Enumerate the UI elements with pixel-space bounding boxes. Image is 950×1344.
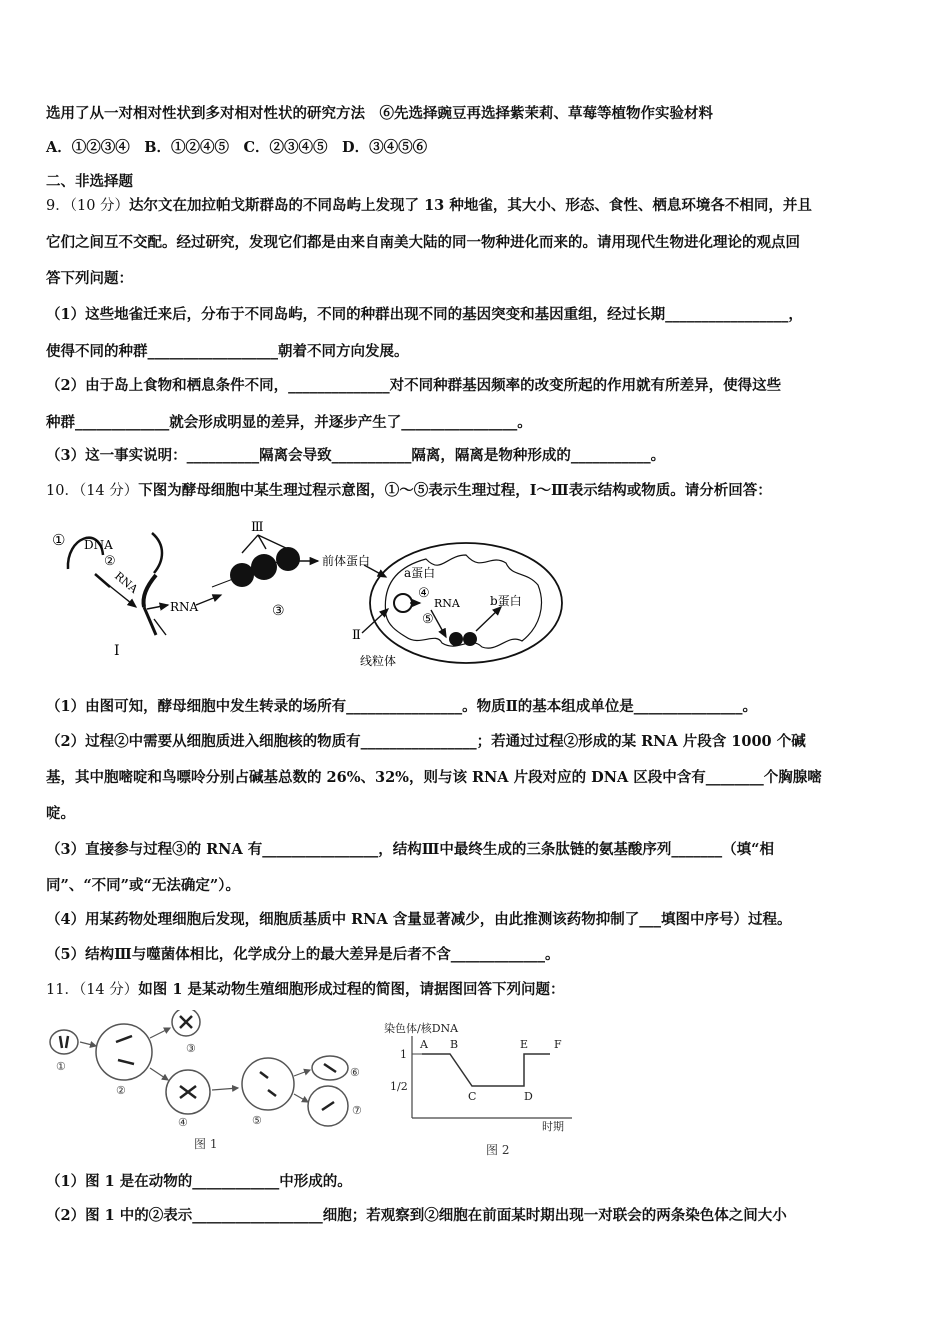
figure-1-caption: 图 1 [194,1137,218,1151]
chromosome [116,1036,132,1042]
division-arrow [150,1068,168,1080]
process-2-label: ② [104,554,116,569]
process-3-label: ③ [272,603,285,619]
question-score: （14 分） [78,483,139,499]
text-line: 使得不同的种群__________________朝着不同方向发展。 [46,343,409,360]
question-9 [46,196,812,216]
chromosome [324,1064,336,1072]
cell-2 [96,1024,152,1080]
dna-label: DNA [84,538,113,552]
ratio-line [422,1054,550,1086]
rna-label: RNA [170,600,199,614]
point-label-c: C [468,1090,477,1103]
ribosome [230,563,254,587]
question-text: 达尔文在加拉帕戈斯群岛的不同岛屿上发现了 13 种地雀，其大小、形态、食性、栖息环境各不相同，并且 [129,197,812,214]
cell-5-label: ⑤ [252,1114,262,1127]
mitochondrion-label: 线粒体 [360,654,397,668]
question-text: 如图 1 是某动物生殖细胞形成过程的简图，请据图回答下列问题： [138,981,565,998]
a-protein-label: a蛋白 [404,566,436,580]
text-line: （1）这些地雀迁来后，分布于不同岛屿，不同的种群出现不同的基因突变和基因重组，经过长期_________________， [46,306,803,323]
structure-1-label: Ⅰ [114,643,120,659]
structure-2-label: Ⅱ [352,628,361,643]
division-arrow [294,1070,310,1076]
chromosome [322,1102,334,1110]
b-protein-arrow [476,607,501,631]
mito-ribosome [449,632,463,646]
transport-arrow [147,605,168,609]
section-heading: 二、非选择题 [46,173,133,190]
text-line: （3）这一事实说明：__________隔离会导致___________隔离，隔离是物种形成的___________。 [46,447,666,464]
yeast-process-diagram [46,515,566,685]
division-arrow [80,1042,96,1046]
cell-1 [50,1030,78,1054]
chart-xlabel: 时期 [542,1120,564,1133]
cell-6-label: ⑥ [350,1066,360,1079]
chromosome [60,1036,62,1048]
cell-division-figure [46,1010,386,1155]
nuclear-envelope-lower [144,607,156,635]
cell-2-label: ② [116,1084,126,1097]
text-line: （2）由于岛上食物和栖息条件不同，______________对不同种群基因频率的改变所起的作用就有所差异，使得这些 [46,377,782,394]
y-tick-half: 1/2 [390,1080,408,1093]
question-score: （14 分） [78,982,139,998]
ratio-series [412,1038,562,1103]
cell-3-label: ③ [186,1042,196,1055]
text-line: （2）图 1 中的②表示__________________细胞；若观察到②细胞在前面某时期出现一对联会的两条染色体之间大小 [46,1207,787,1224]
figure-2-caption: 图 2 [486,1143,510,1157]
text-line: （5）结构Ⅲ与噬菌体相比，化学成分上的最大差异是后者不含_____________。 [46,946,560,963]
chromosome [118,1060,134,1064]
mito-ribosome [463,632,477,646]
translation-arrow [196,595,221,605]
question-10 [46,481,772,501]
mitochondrion-outer [370,543,562,663]
process-4-label: ④ [418,586,430,601]
cell-5 [242,1058,294,1110]
precursor-protein-label: 前体蛋白 [322,554,371,568]
b-protein-label: b蛋白 [490,594,522,608]
ribosome [276,547,300,571]
mito-rna-label: RNA [434,597,460,610]
structure-3-pointer [242,535,258,553]
cell-4-label: ④ [178,1116,188,1129]
chromosome [260,1072,268,1078]
text-line: （3）直接参与过程③的 RNA 有________________，结构Ⅲ中最终生成的三条肽链的氨基酸序列_______（填“相 [46,841,774,858]
text-line: （2）过程②中需要从细胞质进入细胞核的物质有________________；若通过过程②形成的某 RNA 片段含 1000 个碱 [46,733,806,750]
text-line: （1）由图可知，酵母细胞中发生转录的场所有________________。物质Ⅱ的基本组成单位是_______________。 [46,698,758,715]
point-label-d: D [524,1090,533,1103]
chromosome [268,1090,276,1096]
process-1-label: ① [52,531,66,549]
question-number: 9． [46,198,70,214]
answer-options: A．①②③④ B．①②④⑤ C．②③④⑤ D．③④⑤⑥ [46,139,428,156]
chart-ylabel: 染色体/核DNA [384,1022,459,1035]
point-label-b: B [450,1038,459,1051]
division-arrow [150,1028,170,1038]
chromosome-dna-ratio-chart [380,1018,580,1158]
cell-1-label: ① [56,1060,66,1073]
text-line: （1）图 1 是在动物的____________中形成的。 [46,1173,352,1190]
point-label-e: E [520,1038,529,1051]
text-line: （4）用某药物处理细胞后发现，细胞质基质中 RNA 含量显著减少，由此推测该药物抑制了___填图中序号）过程。 [46,911,792,928]
question-score: （10 分） [69,198,130,214]
question-number: 11． [46,982,79,998]
mito-dna-ring [394,594,412,612]
text-line: 它们之间互不交配。经过研究，发现它们都是由来自南美大陆的同一物种进化而来的。请用现代生物进化理论的观点回 [46,234,800,251]
division-arrow [294,1094,308,1102]
text-line: 啶。 [46,805,75,822]
text-line: 基，其中胞嘧啶和鸟嘌呤分别占碱基总数的 26%、32%，则与该 RNA 片段对应的 DNA 区段中含有________个胸腺嘧 [46,769,822,786]
ribosome [251,554,277,580]
structure-3-label: Ⅲ [251,520,264,535]
question-11 [46,980,564,1000]
nuclear-envelope-pore [144,575,157,607]
division-arrow [212,1088,238,1090]
nuclear-envelope-upper [152,533,162,573]
question-text: 下图为酵母细胞中某生理过程示意图，①～⑤表示生理过程，Ⅰ～Ⅲ表示结构或物质。请分析回答： [138,482,772,499]
text-line: 答下列问题： [46,270,133,287]
process-5-label: ⑤ [422,612,434,627]
cell-7-label: ⑦ [352,1104,362,1117]
text-line: 同”、“不同”或“无法确定”）。 [46,877,240,894]
rna-label-diagonal: RNA [112,569,141,596]
text-line: 种群_____________就会形成明显的差异，并逐步产生了________________。 [46,414,532,431]
text-line: 选用了从一对相对性状到多对相对性状的研究方法 ⑥先选择豌豆再选择紫茉莉、草莓等植物作实验材料 [46,105,713,122]
question-number: 10． [46,483,79,499]
point-label-f: F [554,1038,562,1051]
chromosome [66,1036,68,1048]
point-label-a: A [420,1038,428,1051]
y-tick-1: 1 [400,1048,407,1061]
